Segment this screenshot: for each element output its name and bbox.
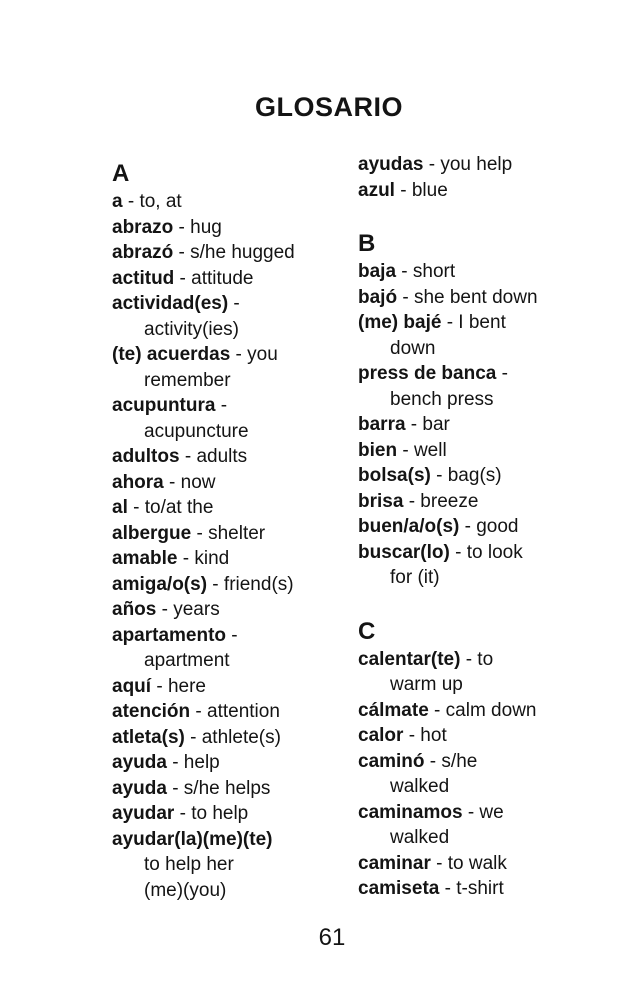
entry-term: adultos — [112, 446, 180, 467]
section-header-c: C — [358, 617, 376, 645]
entry-term: baja — [358, 261, 397, 282]
entry-translation: - attention — [190, 701, 280, 722]
entry-translation: - we — [462, 801, 504, 823]
entry-continuation: for (it) — [390, 567, 440, 588]
entry-translation: - you help — [423, 154, 513, 175]
entry-translation: - shelter — [191, 522, 266, 544]
entry-translation: - bag(s) — [430, 465, 502, 486]
glossary-entry — [112, 699, 372, 725]
glossary-column-left — [112, 158, 372, 903]
entry-term: caminó — [358, 750, 425, 772]
entry-translation: - kind — [177, 548, 230, 569]
entry-translation: - help — [166, 752, 220, 773]
glossary-entry — [358, 259, 618, 285]
entry-term: barra — [358, 414, 406, 435]
entry-term: amable — [112, 548, 178, 569]
entry-translation: - — [215, 395, 228, 416]
glossary-entry — [358, 876, 618, 902]
entry-term: atención — [112, 701, 191, 722]
entry-continuation: down — [390, 337, 436, 359]
glossary-entry — [112, 725, 372, 751]
entry-term: a — [112, 191, 123, 212]
glossary-entry — [358, 412, 618, 438]
entry-term: cálmate — [358, 699, 429, 721]
entry-translation: - I bent — [441, 312, 506, 333]
entry-translation: - t-shirt — [439, 878, 504, 899]
glossary-entry — [358, 438, 618, 464]
entry-term: amiga/o(s) — [112, 573, 208, 595]
glossary-entry — [112, 444, 372, 470]
glossary-entry — [358, 361, 618, 387]
entry-translation: - to look — [449, 541, 523, 563]
entry-term: ayuda — [112, 777, 167, 799]
glossary-entry — [112, 470, 372, 496]
glossary-entry — [112, 572, 372, 598]
glossary-entry — [112, 750, 372, 776]
glossary-entry — [358, 178, 618, 204]
entry-term: bajó — [358, 286, 398, 308]
entry-term: actividad(es) — [112, 293, 229, 314]
entry-continuation: walked — [390, 827, 450, 848]
entry-translation: - hug — [173, 216, 222, 238]
entry-translation: - bar — [405, 414, 450, 435]
entry-term: al — [112, 497, 128, 518]
entry-term: aquí — [112, 675, 152, 697]
glossary-entry — [358, 489, 618, 515]
entry-term: press de banca — [358, 363, 497, 384]
entry-translation: - attitude — [174, 267, 254, 289]
glossary-entry — [112, 495, 372, 521]
entry-term: calentar(te) — [358, 648, 461, 670]
glossary-entry — [358, 463, 618, 489]
entry-term: bien — [358, 439, 398, 461]
entry-translation: - she bent down — [397, 286, 538, 308]
page-title: GLOSARIO — [254, 92, 404, 122]
entry-continuation: walked — [390, 776, 450, 797]
entry-term: ayuda — [112, 752, 167, 773]
glossary-entry — [358, 540, 618, 566]
entry-term: ayudar — [112, 803, 175, 824]
entry-translation: - blue — [394, 179, 448, 201]
page-number: 61 — [318, 924, 346, 951]
glossary-entry — [358, 749, 618, 775]
entry-translation: - to walk — [430, 852, 507, 874]
entry-translation: - you — [230, 344, 278, 365]
entry-translation: - s/he hugged — [173, 242, 295, 263]
entry-term: buen/a/o(s) — [358, 516, 460, 537]
glossary-entry — [112, 597, 372, 623]
entry-translation: - to — [460, 648, 494, 670]
glossary-entry — [358, 514, 618, 540]
glossary-entry — [358, 800, 618, 826]
entry-term: camiseta — [358, 878, 440, 899]
entry-term: actitud — [112, 267, 175, 289]
entry-continuation: bench press — [390, 388, 494, 410]
glossary-entry — [358, 851, 618, 877]
entry-translation: - well — [397, 439, 447, 461]
glossary-entry — [112, 240, 372, 266]
entry-translation: - to help — [174, 803, 249, 824]
entry-translation: - s/he — [424, 750, 478, 772]
entry-term: caminamos — [358, 801, 463, 823]
glossary-entry — [112, 342, 372, 368]
entry-term: (te) acuerdas — [112, 344, 231, 365]
entry-term: abrazo — [112, 216, 174, 238]
entry-continuation: acupuncture — [144, 420, 249, 442]
entry-translation: - calm down — [428, 699, 537, 721]
glossary-entry — [112, 674, 372, 700]
entry-translation: - athlete(s) — [184, 726, 281, 748]
entry-term: brisa — [358, 490, 404, 512]
entry-translation: - adults — [179, 446, 248, 467]
glossary-entry — [358, 285, 618, 311]
entry-continuation: to help her — [144, 854, 234, 875]
entry-continuation: activity(ies) — [144, 318, 240, 340]
glossary-entry — [112, 215, 372, 241]
entry-continuation: remember — [144, 369, 231, 391]
glossary-entry — [112, 521, 372, 547]
entry-term: acupuntura — [112, 395, 216, 416]
entry-term: atleta(s) — [112, 726, 185, 748]
entry-term: azul — [358, 179, 395, 201]
entry-translation: - — [226, 624, 238, 646]
glossary-entry — [112, 393, 372, 419]
entry-term: apartamento — [112, 624, 227, 646]
glossary-entry — [358, 152, 618, 178]
entry-translation: - — [496, 363, 508, 384]
glossary-entry — [112, 546, 372, 572]
entry-translation: - to, at — [122, 191, 182, 212]
entry-term: calor — [358, 725, 404, 746]
entry-translation: - now — [163, 471, 216, 493]
entry-term: (me) bajé — [358, 312, 442, 333]
entry-term: ayudar(la)(me)(te) — [112, 828, 273, 850]
entry-term: abrazó — [112, 242, 174, 263]
entry-translation: - friend(s) — [207, 573, 294, 595]
entry-translation: - s/he helps — [166, 777, 271, 799]
glossary-entry — [112, 623, 372, 649]
entry-translation: - to/at the — [127, 497, 214, 518]
glossary-entry — [112, 266, 372, 292]
entry-translation: - here — [151, 675, 206, 697]
glossary-entry — [112, 776, 372, 802]
glossary-entry — [358, 698, 618, 724]
glossary-entry — [112, 827, 372, 853]
entry-translation: - short — [396, 261, 456, 282]
glossary-entry — [358, 310, 618, 336]
entry-term: ayudas — [358, 154, 424, 175]
entry-continuation: apartment — [144, 650, 230, 671]
entry-continuation: (me)(you) — [144, 879, 227, 901]
entry-translation: - — [228, 293, 240, 314]
entry-term: bolsa(s) — [358, 465, 431, 486]
glossary-column-right — [358, 152, 618, 902]
glossary-entry — [112, 189, 372, 215]
entry-continuation: warm up — [390, 674, 463, 695]
entry-translation: - years — [156, 599, 220, 620]
entry-term: ahora — [112, 471, 164, 493]
section-header-b: B — [358, 230, 376, 257]
entry-term: años — [112, 599, 157, 620]
glossary-entry — [358, 647, 618, 673]
entry-term: caminar — [358, 852, 431, 874]
glossary-entry — [112, 291, 372, 317]
entry-term: albergue — [112, 522, 192, 544]
entry-translation: - hot — [403, 725, 447, 746]
entry-translation: - breeze — [403, 490, 479, 512]
entry-term: buscar(lo) — [358, 541, 450, 563]
glossary-entry — [112, 801, 372, 827]
entry-translation: - good — [459, 516, 519, 537]
section-header-a: A — [112, 160, 130, 187]
glossary-entry — [358, 723, 618, 749]
